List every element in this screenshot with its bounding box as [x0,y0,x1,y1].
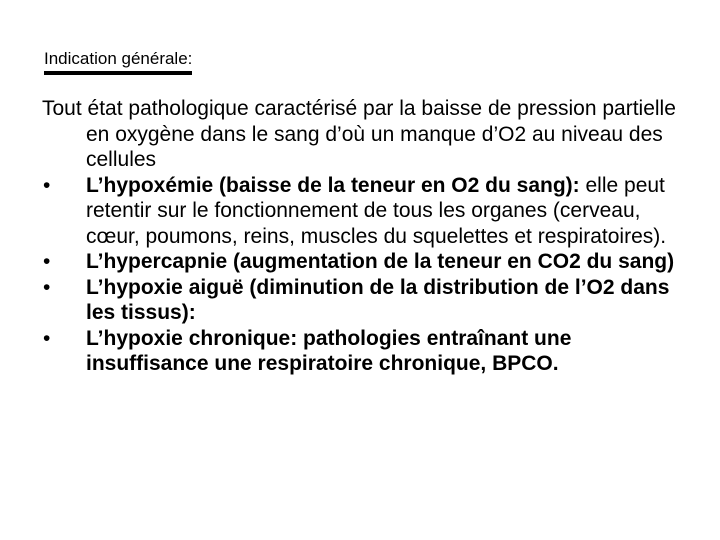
bullet-item-hypoxie-aigue [42,275,682,326]
bullet-title: L’hypoxémie (baisse de la teneur en O2 du sang): [86,173,580,197]
bullet-note: elle peut retentir sur le fonctionnement de tous les organes (cerveau, cœur, poumons, reins, muscles du squelettes et respiratoires). [86,173,667,248]
bullet-item-hypoxemie [42,173,682,250]
bullet-text: L’hypoxie chronique: pathologies entraînant une insuffisance une respiratoire chronique, BPCO. [86,326,572,375]
bullet-icon: • [43,275,51,299]
bullet-item-hypoxie-chronique [42,326,682,377]
bullet-text: L’hypoxie aiguë (diminution de la distribution de l’O2 dans les tissus): [86,275,670,324]
bullet-text: L’hypercapnie (augmentation de la teneur en CO2 du sang) [86,250,675,273]
section-heading: Indication générale: [44,48,192,75]
intro-paragraph: Tout état pathologique caractérisé par la baisse de pression partielle en oxygène dans le sang d’où un manque d’O2 au niveau des cellules [42,97,676,171]
bullet-icon: • [43,250,51,273]
bullet-list [42,173,682,377]
bullet-icon: • [43,173,51,197]
bullet-item-hypercapnie [42,249,682,275]
bullet-icon: • [43,326,51,350]
slide-body [42,96,682,377]
